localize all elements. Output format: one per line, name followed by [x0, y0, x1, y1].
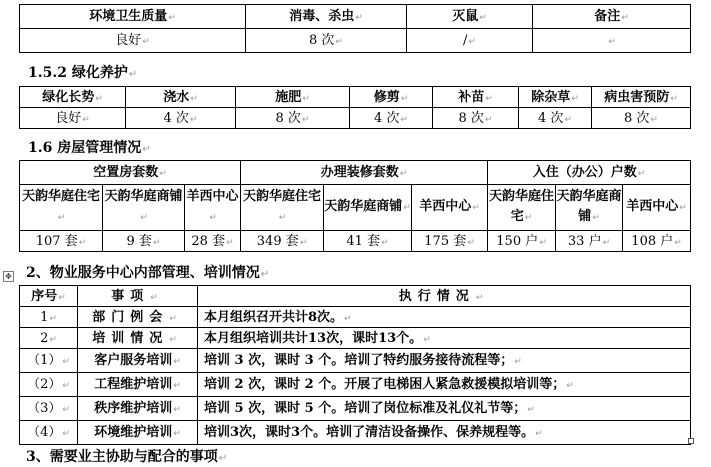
data-cell: 培训3次，课时3个。培训了清洁设备操作、保养规程等。↵: [198, 421, 691, 445]
data-cell: 培训 5 次，课时 5 个。培训了岗位标准及礼仪礼节等；↵: [198, 397, 691, 421]
data-cell: 2↵: [20, 328, 78, 349]
environment-table: [19, 4, 691, 53]
housing-table: [19, 160, 691, 252]
data-cell: 4 次↵: [126, 108, 236, 129]
data-cell: 8 次↵: [236, 108, 350, 129]
data-cell: 8 次↵: [433, 108, 519, 129]
table-row: [20, 349, 691, 373]
section-heading-1-6: 1.6 房屋管理情况↵: [28, 140, 151, 156]
data-cell: 良好↵: [20, 29, 246, 53]
header-cell: 环境卫生质量↵: [20, 5, 246, 29]
data-cell: 4 次↵: [350, 108, 433, 129]
header-cell: 绿化长势↵: [20, 87, 126, 108]
data-cell: （3）↵: [20, 397, 78, 421]
data-cell: 部门例会↵: [78, 307, 198, 328]
data-cell: 41 套↵: [324, 231, 412, 252]
header-cell: 消毒、杀虫↵: [246, 5, 407, 29]
data-cell: 良好↵: [20, 108, 126, 129]
data-cell: 28 套↵: [185, 231, 241, 252]
data-cell: 培训 3 次，课时 3 个。培训了特约服务接待流程等；↵: [198, 349, 691, 373]
greening-table: [19, 86, 691, 129]
data-cell: 33 户↵: [556, 231, 623, 252]
sub-header-cell: 羊西中心↵: [185, 185, 241, 231]
data-cell: 8 次↵: [592, 108, 691, 129]
sub-header-cell: 天韵华庭商铺↵: [103, 185, 185, 231]
data-cell: （1）↵: [20, 349, 78, 373]
table-row: [20, 307, 691, 328]
sub-header-cell: 天韵华庭住宅↵: [20, 185, 103, 231]
header-cell: 浇水↵: [126, 87, 236, 108]
data-cell: 8 次↵: [246, 29, 407, 53]
table-move-handle-icon[interactable]: ✥: [3, 271, 14, 282]
data-cell: 349 套↵: [241, 231, 324, 252]
sub-header-cell: 天韵华庭商铺↵: [324, 185, 412, 231]
data-cell: 4 次↵: [519, 108, 592, 129]
table-row: [20, 373, 691, 397]
data-cell: 秩序维护培训↵: [78, 397, 198, 421]
header-cell: 除杂草↵: [519, 87, 592, 108]
sub-header-cell: 天韵华庭住宅↵: [488, 185, 556, 231]
data-cell: 175 套↵: [412, 231, 488, 252]
data-cell: /↵: [407, 29, 533, 53]
header-cell: 病虫害预防↵: [592, 87, 691, 108]
sub-header-cell: 羊西中心↵: [623, 185, 691, 231]
group-header-cell: 入住（办公）户数↵: [488, 161, 691, 185]
data-cell: 150 户↵: [488, 231, 556, 252]
data-cell: 9 套↵: [103, 231, 185, 252]
sub-header-cell: 天韵华庭商铺↵: [556, 185, 623, 231]
header-cell: 事项↵: [78, 286, 198, 307]
data-cell: 工程维护培训↵: [78, 373, 198, 397]
group-header-cell: 办理装修套数↵: [241, 161, 488, 185]
section-heading-1-5-2: 1.5.2 绿化养护↵: [28, 65, 138, 81]
header-cell: 灭鼠↵: [407, 5, 533, 29]
header-cell: 修剪↵: [350, 87, 433, 108]
group-header-cell: 空置房套数↵: [20, 161, 241, 185]
data-cell: 107 套↵: [20, 231, 103, 252]
header-cell: 执行情况↵: [198, 286, 691, 307]
data-cell: 108 户↵: [623, 231, 691, 252]
data-cell: ↵: [533, 29, 691, 53]
header-cell: 序号↵: [20, 286, 78, 307]
table-row: [20, 421, 691, 445]
sub-header-cell: 羊西中心↵: [412, 185, 488, 231]
data-cell: 本月组织培训共计13次，课时13个。↵: [198, 328, 691, 349]
data-cell: （2）↵: [20, 373, 78, 397]
header-cell: 补苗↵: [433, 87, 519, 108]
table-row: [20, 328, 691, 349]
data-cell: 客户服务培训↵: [78, 349, 198, 373]
data-cell: 培训 2 次，课时 2 个。开展了电梯困人紧急救援模拟培训等；↵: [198, 373, 691, 397]
data-cell: 环境维护培训↵: [78, 421, 198, 445]
data-cell: 1↵: [20, 307, 78, 328]
table-resize-handle[interactable]: [688, 438, 694, 444]
training-table: [19, 285, 691, 445]
data-cell: （4）↵: [20, 421, 78, 445]
header-cell: 备注↵: [533, 5, 691, 29]
data-cell: 培训情况↵: [78, 328, 198, 349]
section-heading-2: 2、物业服务中心内部管理、培训情况↵: [26, 265, 270, 281]
table-row: [20, 397, 691, 421]
section-heading-3: 3、需要业主协助与配合的事项↵: [26, 449, 228, 465]
header-cell: 施肥↵: [236, 87, 350, 108]
data-cell: 本月组织召开共计8次。↵: [198, 307, 691, 328]
sub-header-cell: 天韵华庭住宅↵: [241, 185, 324, 231]
